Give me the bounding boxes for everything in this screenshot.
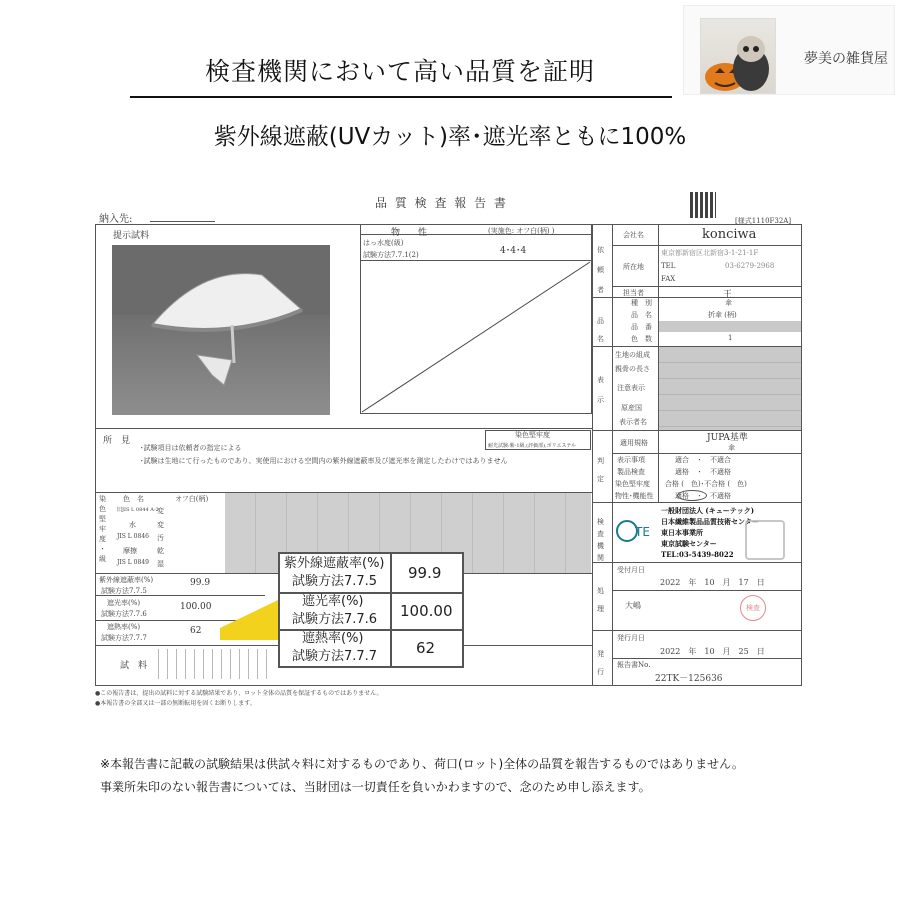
side-column-divider bbox=[612, 224, 613, 686]
shop-avatar bbox=[700, 18, 776, 94]
fax-label: FAX bbox=[661, 275, 676, 283]
callout-col-line bbox=[390, 554, 392, 666]
callout-shade-value: 100.00 bbox=[400, 602, 453, 620]
page-headline: 検査機関において高い品質を証明 bbox=[204, 57, 595, 86]
delivery-line bbox=[150, 221, 215, 222]
qtec-logo-icon bbox=[615, 518, 655, 544]
fastness-kind-3: 乾 bbox=[157, 547, 164, 555]
judge-side-label: 判定 bbox=[597, 457, 604, 483]
shop-name: 夢美の雑貨屋 bbox=[804, 51, 888, 67]
inspector-line-2: 東日本事業所 bbox=[661, 528, 703, 537]
inspector-top-line bbox=[592, 502, 802, 503]
received-date: 2022 年 10 月 17 日 bbox=[660, 578, 765, 587]
heat-value: 62 bbox=[190, 626, 202, 636]
product-top-line bbox=[592, 297, 802, 298]
highlight-pointer bbox=[220, 598, 280, 642]
report-no: 22TK－125636 bbox=[655, 674, 723, 684]
fastness-std-2: JIS L 0846 bbox=[117, 533, 149, 540]
inspector-line-3: 東京試験センター bbox=[661, 539, 717, 548]
sample-stamp-label: 試 料 bbox=[120, 661, 148, 671]
judge-label-3: 物性･機能性 bbox=[615, 492, 654, 500]
page-subheadline: 紫外線遮蔽(UVカット)率･遮光率ともに100% bbox=[213, 124, 687, 150]
seal-stamp-icon bbox=[745, 520, 785, 560]
person-value: 王 bbox=[723, 290, 733, 300]
remarks-divider bbox=[95, 428, 592, 429]
client-line-2 bbox=[612, 286, 802, 287]
display-side-label: 表示 bbox=[597, 376, 604, 404]
report-no-label: 報告書No. bbox=[617, 661, 651, 669]
product-value-0: 傘 bbox=[725, 299, 732, 307]
standard-sub: 傘 bbox=[728, 444, 735, 452]
address-label: 所在地 bbox=[623, 263, 644, 271]
property-header: 物 性 bbox=[391, 228, 428, 238]
fastness-std-1: 水 bbox=[129, 521, 136, 529]
dye-fastness-note: 耐光試験:紫-1級,(評価部),ポリエステル bbox=[488, 443, 577, 449]
svg-text:TE: TE bbox=[635, 525, 650, 539]
display-shade bbox=[659, 347, 801, 430]
inspector-line-0: 一般財団法人 (キューテック) bbox=[661, 506, 755, 515]
dye-color: (実施色: オフ白(柄) ) bbox=[488, 227, 555, 235]
shade-value: 100.00 bbox=[180, 602, 212, 612]
result-callout bbox=[278, 552, 464, 668]
issue-top-line bbox=[592, 630, 802, 631]
callout-heat-value: 62 bbox=[416, 639, 436, 657]
judge-value-3: 適格 ・ 不適格 bbox=[675, 492, 731, 500]
remark-line-1: ･試験項目は依頼者の指定による bbox=[140, 444, 242, 452]
footer-line-1: ※本報告書に記載の試験結果は供試々料に対するものであり、荷口(ロット)全体の品質を報告するものではありません。 bbox=[100, 757, 744, 771]
process-side-label: 処理 bbox=[597, 587, 604, 613]
water-method: 試験方法7.7.1(2) bbox=[363, 251, 419, 259]
product-label-0: 種 別 bbox=[631, 299, 652, 307]
tel-value: 03-6279-2968 bbox=[725, 262, 775, 270]
callout-uv-value: 99.9 bbox=[408, 564, 442, 582]
heat-label: 遮熱率(%) bbox=[107, 623, 141, 631]
doc-note-1: ●この報告書は、提出の試料に対する試験結果であり、ロット全体の品質を保証するものではありません。 bbox=[95, 690, 383, 697]
sample-stamp-strip bbox=[150, 649, 270, 679]
handler-stamp: 検査 bbox=[740, 595, 766, 621]
judge-value-0: 適合 ・ 不適合 bbox=[675, 456, 731, 464]
display-row-0: 生地の組成 bbox=[615, 351, 650, 359]
issue-line bbox=[612, 658, 802, 659]
delivery-to-label: 納入先: bbox=[99, 214, 133, 225]
inspector-line-1: 日本繊維製品品質技術センター bbox=[661, 517, 759, 526]
handler-name: 大嶋 bbox=[625, 601, 641, 610]
footer-line-2: 事業所朱印のない報告書については、当財団は一切責任を負いかわますので、念のため申し添えます。 bbox=[100, 780, 651, 794]
judge-label-2: 染色堅牢度 bbox=[615, 480, 650, 488]
fastness-kind-1: 変 bbox=[157, 521, 164, 529]
dye-fastness-title: 染色堅牢度 bbox=[515, 431, 550, 439]
judge-label-0: 表示事項 bbox=[617, 456, 645, 464]
uv-method: 試験方法7.7.5 bbox=[101, 587, 147, 595]
judge-line bbox=[612, 453, 802, 454]
form-number: [様式1110F32A] bbox=[735, 217, 792, 225]
callout-heat-label: 遮熱率(%) bbox=[302, 631, 364, 646]
doc-note-2: ●本報告書の全部又は一部の無断転用を固くお断りします。 bbox=[95, 700, 256, 707]
display-row-4: 表示者名 bbox=[619, 418, 647, 426]
judge-value-2: 合格 ( 色)･不合格 ( 色) bbox=[665, 480, 747, 488]
standard-label: 適用規格 bbox=[620, 439, 648, 447]
received-label: 受付月日 bbox=[617, 566, 645, 574]
panel-divider bbox=[592, 224, 593, 686]
shade-row-line bbox=[95, 595, 265, 596]
fastness-kind-4: 湿 bbox=[157, 560, 164, 568]
client-side-label: 依頼者 bbox=[597, 246, 604, 294]
shade-label: 遮光率(%) bbox=[107, 599, 141, 607]
qr-code-icon bbox=[690, 192, 716, 218]
judge-value-1: 適格 ・ 不適格 bbox=[675, 468, 731, 476]
person-label: 担当者 bbox=[623, 289, 644, 297]
issued-label: 発行月日 bbox=[617, 634, 645, 642]
standard-value: JUPA基準 bbox=[707, 433, 748, 443]
product-value-2-shade bbox=[659, 321, 801, 332]
issued-date: 2022 年 10 月 25 日 bbox=[660, 647, 765, 656]
callout-uv-label: 紫外線遮蔽率(%) bbox=[284, 556, 385, 571]
remarks-label: 所 見 bbox=[103, 436, 131, 446]
product-value-1: 折傘 (柄) bbox=[708, 311, 737, 319]
fastness-kind-2: 汚 bbox=[157, 534, 164, 542]
report-title: 品 質 検 査 報 告 書 bbox=[375, 196, 508, 210]
fastness-std-0: 旧JIS L 0844 A-2 bbox=[117, 507, 159, 513]
fastness-std-4: JIS L 0849 bbox=[117, 559, 149, 566]
process-top-line bbox=[592, 562, 802, 563]
display-row-3: 原産国 bbox=[621, 404, 642, 412]
product-value-3: 1 bbox=[728, 334, 733, 342]
display-row-2: 注意表示 bbox=[617, 384, 645, 392]
inspector-side-label: 検査機関 bbox=[597, 518, 604, 562]
sample-label: 提示試料 bbox=[113, 231, 150, 241]
tel-label: TEL bbox=[661, 262, 676, 270]
water-label: はっ水度(級) bbox=[363, 239, 404, 247]
callout-shade-label: 遮光率(%) bbox=[302, 594, 364, 609]
passed-circle-mark bbox=[677, 490, 707, 501]
shade-method: 試験方法7.7.6 bbox=[101, 610, 147, 618]
heat-method: 試験方法7.7.7 bbox=[101, 634, 147, 642]
inspector-line-4: TEL:03-5439-8022 bbox=[661, 550, 734, 559]
product-label-2: 品 番 bbox=[631, 323, 652, 331]
judge-top-line bbox=[592, 430, 802, 431]
color-column-label: 色 名 bbox=[123, 495, 144, 503]
display-row-1: 親骨の長さ bbox=[615, 365, 650, 373]
callout-uv-method: 試験方法7.7.5 bbox=[292, 574, 378, 589]
address-value: 東京都新宿区北新宿3-1-21-1F bbox=[661, 249, 759, 257]
process-line bbox=[612, 590, 802, 591]
headline-divider bbox=[130, 96, 672, 98]
sample-photo bbox=[112, 245, 330, 415]
company-name: konciwa bbox=[702, 227, 757, 242]
fastness-side-label: 染 色 堅 牢 度 ・ 級 bbox=[99, 495, 106, 563]
product-label-1: 品 名 bbox=[631, 311, 652, 319]
fastness-std-3: 摩擦 bbox=[123, 547, 137, 555]
color-value: オフ白(柄) bbox=[175, 495, 209, 503]
client-line-1 bbox=[612, 245, 802, 246]
callout-shade-method: 試験方法7.7.6 bbox=[292, 612, 378, 627]
company-label: 会社名 bbox=[623, 231, 644, 239]
uv-value: 99.9 bbox=[190, 578, 211, 588]
fastness-kind-0: 変 bbox=[157, 507, 164, 515]
uv-label: 紫外線遮蔽率(%) bbox=[99, 576, 154, 584]
water-value: 4･4･4 bbox=[500, 246, 527, 256]
callout-heat-method: 試験方法7.7.7 bbox=[292, 649, 378, 664]
remark-line-2: ･試験は生地にて行ったものであり、実使用における空間内の紫外線遮蔽率及び遮光率を測定したわけではありません bbox=[140, 457, 508, 465]
issue-side-label: 発行 bbox=[597, 650, 604, 676]
empty-cross-line bbox=[360, 260, 592, 414]
judge-label-1: 製品検査 bbox=[617, 468, 645, 476]
product-side-label: 品名 bbox=[597, 317, 604, 343]
product-label-3: 色 数 bbox=[631, 335, 652, 343]
